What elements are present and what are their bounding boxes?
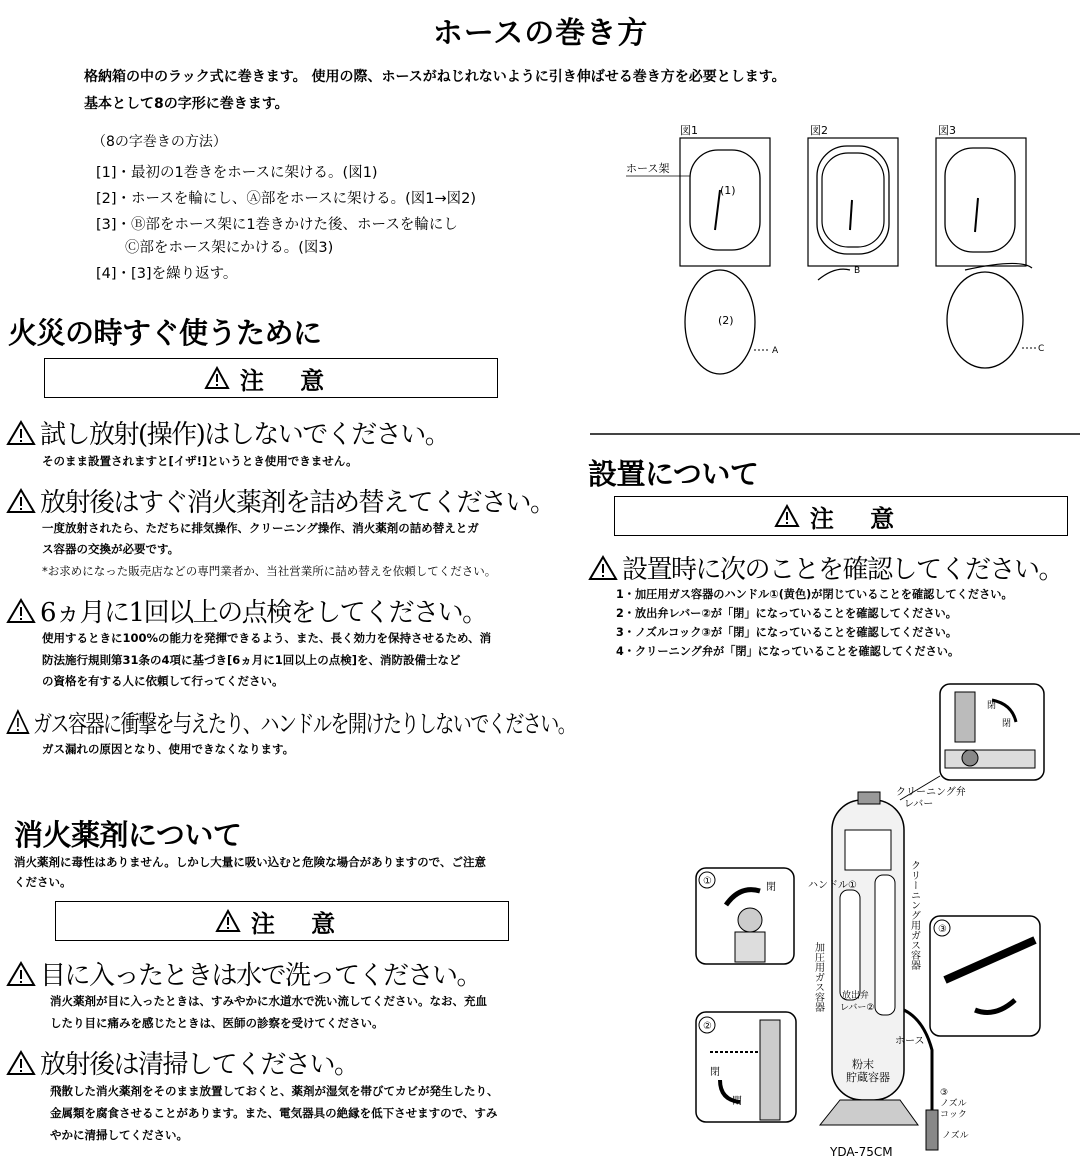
hose-label: ホース: [895, 1036, 925, 1047]
install-caution-box: [614, 496, 1068, 536]
nozzle-label: ノズル: [942, 1131, 969, 1141]
callout-1: ①: [703, 876, 712, 887]
install-heading: 設置について: [588, 457, 759, 491]
warning-icon: [6, 1050, 36, 1076]
warning-icon: [6, 420, 36, 446]
warning-icon: [6, 709, 30, 735]
release-lever-label-2: レバー②: [840, 1003, 875, 1013]
closed-label: 閉: [987, 701, 997, 711]
fire-warning-3-line-3: の資格を有する人に依頼して行ってください。: [42, 674, 284, 688]
warning-icon: [6, 961, 36, 987]
agent-caution-box: [55, 901, 509, 941]
extinguisher-diagram: [690, 680, 1075, 1165]
callout-3: ③: [938, 924, 947, 935]
warning-icon: [6, 598, 36, 624]
agent-warning-2-line-1: 飛散した消火薬剤をそのまま放置しておくと、薬剤が湿気を帯びてカビが発生したり、: [50, 1084, 499, 1098]
agent-heading: 消火薬剤について: [14, 818, 242, 852]
warning-title: 試し放射(操作)はしないでください。: [40, 420, 450, 450]
caution-label: 注 意: [809, 504, 909, 533]
install-check-1: 1・加圧用ガス容器のハンドル①(黄色)が閉じていることを確認してください。: [616, 588, 1013, 601]
release-lever-label-1: 放出弁: [842, 991, 870, 1001]
fire-warning-3-line-2: 防法施行規則第31条の4項に基づき[6ヵ月に1回以上の点検]を、消防設備士など: [42, 653, 461, 667]
warning-title: 放射後は清掃してください。: [40, 1050, 359, 1080]
warning-icon: [588, 555, 618, 581]
warning-title: 設置時に次のことを確認してください。: [622, 555, 1064, 585]
warning-title: ガス容器に衝撃を与えたり、ハンドルを開けたりしないでください。: [33, 710, 576, 738]
nozzle-cock-label-3: コック: [940, 1110, 967, 1120]
agent-warning-1-line-1: 消火薬剤が目に入ったときは、すみやかに水道水で洗い流してください。なお、充血: [50, 994, 487, 1008]
fig1-label: 図1: [680, 124, 698, 137]
method-heading: （8の字巻きの方法）: [92, 134, 227, 150]
caution-label: 注 意: [250, 909, 350, 938]
fire-warning-1-line-1: そのまま設置されますと[イザ!]というとき使用できません。: [42, 454, 358, 468]
install-check-4: 4・クリーニング弁が「閉」になっていることを確認してください。: [616, 645, 960, 658]
fire-warning-2: [6, 482, 555, 519]
page-title: ホースの巻き方: [432, 16, 649, 51]
method-step-2: [2]・ホースを輪にし、Ⓐ部をホースに架ける。(図1→図2): [96, 191, 477, 207]
nozzle-cock-label-2: ノズル: [940, 1099, 967, 1109]
model-label: YDA-75CM: [830, 1145, 893, 1159]
method-step-3: [3]・Ⓑ部をホース架に1巻きかけた後、ホースを輪にし: [96, 217, 458, 233]
warning-icon: [204, 366, 230, 390]
fire-warning-3-line-1: 使用するときに100%の能力を発揮できるよう、また、長く効力を保持させるため、消: [42, 631, 492, 645]
pressure-gas-label: 加圧用ガス容器: [812, 942, 824, 1012]
agent-warning-2: [6, 1044, 359, 1081]
agent-warning-2-line-3: やかに清掃してください。: [50, 1128, 188, 1142]
agent-warning-2-line-2: 金属類を腐食させることがあります。また、電気器具の絶縁を低下させますので、すみ: [50, 1106, 498, 1120]
fire-warning-4-line-1: ガス漏れの原因となり、使用できなくなります。: [42, 742, 295, 756]
intro-line-1: 格納箱の中のラック式に巻きます。 使用の際、ホースがねじれないように引き伸ばせる巻き方を必要とします。: [84, 69, 786, 85]
method-step-3b: Ⓒ部をホース架にかける。(図3): [96, 240, 334, 256]
fire-warning-3: [6, 592, 487, 629]
install-check-3: 3・ノズルコック③が「閉」になっていることを確認してください。: [616, 626, 958, 639]
fig2-mark-b: B: [854, 266, 861, 276]
agent-desc-line-1: 消火薬剤に毒性はありません。しかし大量に吸い込むと危険な場合がありますので、ご注意: [14, 855, 486, 869]
fig3-mark-c: C: [1038, 344, 1045, 354]
agent-desc-line-2: ください。: [14, 875, 72, 889]
caution-label: 注 意: [239, 366, 339, 395]
divider: [590, 433, 1080, 435]
method-step-4: [4]・[3]を繰り返す。: [96, 266, 238, 282]
powder-tank-label-2: 貯蔵容器: [846, 1071, 890, 1084]
closed-label: 閉: [1002, 719, 1012, 729]
install-check-2: 2・放出弁レバー②が「閉」になっていることを確認してください。: [616, 607, 957, 620]
powder-tank-label-1: 粉末: [852, 1058, 874, 1071]
agent-warning-1: [6, 955, 481, 992]
cleaning-gas-label: クリーニング用ガス容器: [908, 860, 920, 970]
fire-warning-1: [6, 414, 449, 451]
fire-heading: 火災の時すぐ使うために: [8, 316, 322, 350]
fig3-label: 図3: [938, 124, 956, 137]
fire-caution-box: [44, 358, 498, 398]
method-step-1: [1]・最初の1巻きをホースに架ける。(図1): [96, 165, 378, 181]
intro-line-2: 基本として8の字形に巻きます。: [84, 96, 289, 112]
warning-icon: [6, 488, 36, 514]
warning-icon: [215, 909, 241, 933]
fire-warning-2-line-1: 一度放射されたら、ただちに排気操作、クリーニング操作、消火薬剤の詰め替えとガ: [42, 521, 479, 535]
hose-rack-label: ホース架: [626, 162, 670, 175]
nozzle-cock-label-1: ③: [940, 1088, 949, 1098]
fig1-mark-1: (1): [720, 184, 736, 197]
cleaning-valve-label-1: クリーニング弁: [896, 787, 966, 798]
fire-warning-4: [6, 704, 575, 739]
handle-label: ハンドル①: [808, 880, 857, 891]
closed-label: 閉: [732, 1096, 742, 1107]
closed-label: 閉: [766, 882, 776, 893]
hose-winding-figures: [620, 120, 1060, 380]
agent-warning-1-line-2: したり目に痛みを感じたときは、医師の診察を受けてください。: [50, 1016, 384, 1030]
warning-title: 6ヵ月に1回以上の点検をしてください。: [40, 598, 487, 628]
fig1-mark-a: A: [772, 346, 779, 356]
warning-title: 放射後はすぐ消火薬剤を詰め替えてください。: [40, 488, 555, 518]
cleaning-valve-label-2: レバー: [904, 799, 934, 810]
fig1-mark-2: (2): [718, 314, 734, 327]
warning-icon: [774, 504, 800, 528]
fire-warning-2-line-3: *お求めになった販売店などの専門業者か、当社営業所に詰め替えを依頼してください。: [42, 564, 497, 578]
callout-2: ②: [703, 1021, 712, 1032]
fire-warning-2-line-2: ス容器の交換が必要です。: [42, 542, 180, 556]
install-warning: [588, 549, 1063, 586]
warning-title: 目に入ったときは水で洗ってください。: [40, 961, 482, 991]
closed-label: 閉: [710, 1067, 720, 1078]
fig2-label: 図2: [810, 124, 828, 137]
